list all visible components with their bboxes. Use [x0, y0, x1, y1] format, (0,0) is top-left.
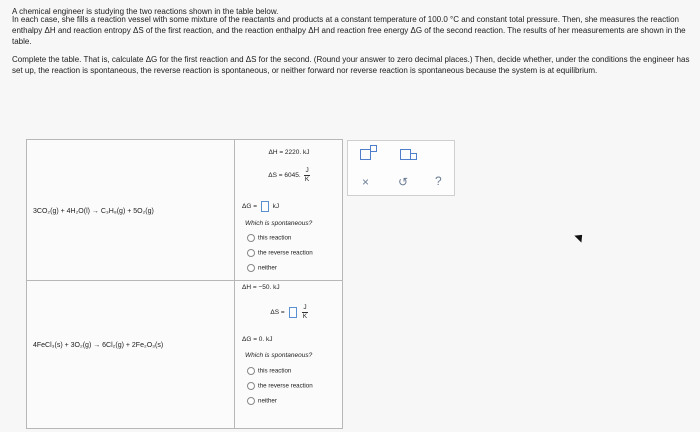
- reaction-2-equation: 4FeCl₃(s) + 3O₂(g) → 6Cl₂(g) + 2Fe₂O₃(s): [33, 342, 164, 349]
- reaction-1-dg-unit: kJ: [272, 203, 280, 211]
- reaction-2-question: Which is spontaneous?: [245, 352, 313, 359]
- reaction-2-option-1[interactable]: [247, 367, 291, 375]
- intro-paragraph-2: In each case, she fills a reaction vessel with some mixture of the reactants and products at a constant temperature of 100.0 °C and constant total pressure. Then, she measures the reaction enthalpy ΔH and reaction entropy ΔS of the first reaction, and the reaction enthalpy ΔH and reaction free energy ΔG of the second reaction. The results of her measurements are shown in the table.: [12, 15, 686, 46]
- reaction-1-option-3[interactable]: [247, 264, 277, 272]
- superscript-box-icon: [370, 145, 377, 152]
- reaction-2-option-3[interactable]: [247, 397, 277, 405]
- intro-line-1: A chemical engineer is studying the two reactions shown in the table below.: [12, 7, 279, 16]
- reaction-1-dg: [242, 201, 352, 212]
- reaction-1-option-2[interactable]: [247, 249, 313, 257]
- ds-answer-input[interactable]: [289, 307, 297, 318]
- radio-button[interactable]: [247, 234, 255, 242]
- option-label: this reaction: [258, 234, 292, 242]
- reaction-1-equation: 3CO₂(g) + 4H₂O(l) → C₃H₈(g) + 5O₂(g): [33, 208, 154, 215]
- unit-numerator: J: [303, 304, 307, 311]
- reaction-1-option-1[interactable]: [247, 234, 291, 242]
- help-button[interactable]: ?: [435, 174, 442, 188]
- reaction-2-ds: [234, 304, 344, 321]
- radio-button[interactable]: [247, 264, 255, 272]
- reaction-2-ds-label: ΔS =: [270, 309, 285, 317]
- radio-button[interactable]: [247, 367, 255, 375]
- option-label: neither: [258, 264, 277, 272]
- reaction-1-dh: ΔH = 2220. kJ: [268, 149, 310, 156]
- radio-button[interactable]: [247, 249, 255, 257]
- reaction-table: [26, 139, 343, 429]
- dg-answer-input[interactable]: [261, 201, 269, 212]
- reaction-1-ds: [234, 167, 344, 184]
- radio-button[interactable]: [247, 397, 255, 405]
- radio-button[interactable]: [247, 382, 255, 390]
- table-row-divider: [27, 280, 342, 281]
- reaction-1-ds-label: ΔS = 6045.: [268, 172, 301, 180]
- unit-denominator: K: [304, 176, 310, 183]
- reaction-2-option-2[interactable]: [247, 382, 313, 390]
- reaction-1-question: Which is spontaneous?: [245, 220, 313, 227]
- option-label: this reaction: [258, 367, 292, 375]
- reaction-2-dg: ΔG = 0. kJ: [242, 336, 273, 343]
- reaction-2-dh: ΔH = −50. kJ: [242, 284, 280, 291]
- mouse-cursor-icon: [574, 231, 585, 242]
- option-label: neither: [258, 397, 277, 405]
- subscript-box-icon: [410, 153, 417, 160]
- intro-paragraph-3: Complete the table. That is, calculate ΔG for the first reaction and ΔS for the second. (Round your answer to zero decimal places.) Then, decide whether, under the conditions the engineer has set up, the reaction is spontaneous, the reverse reaction is spontaneous, or neither forward nor reverse reaction is spontaneous because the system is at equilibrium.: [12, 55, 690, 75]
- unit-numerator: J: [305, 167, 309, 174]
- reaction-1-ds-unit: [304, 167, 309, 184]
- reaction-2-ds-unit: [302, 304, 307, 321]
- option-label: the reverse reaction: [258, 249, 313, 257]
- option-label: the reverse reaction: [258, 382, 313, 390]
- reaction-1-dg-label: ΔG =: [242, 203, 257, 211]
- clear-button[interactable]: ×: [362, 175, 370, 189]
- unit-denominator: K: [302, 313, 308, 320]
- undo-button[interactable]: ↺: [398, 175, 409, 189]
- answer-tools-panel: [347, 140, 455, 196]
